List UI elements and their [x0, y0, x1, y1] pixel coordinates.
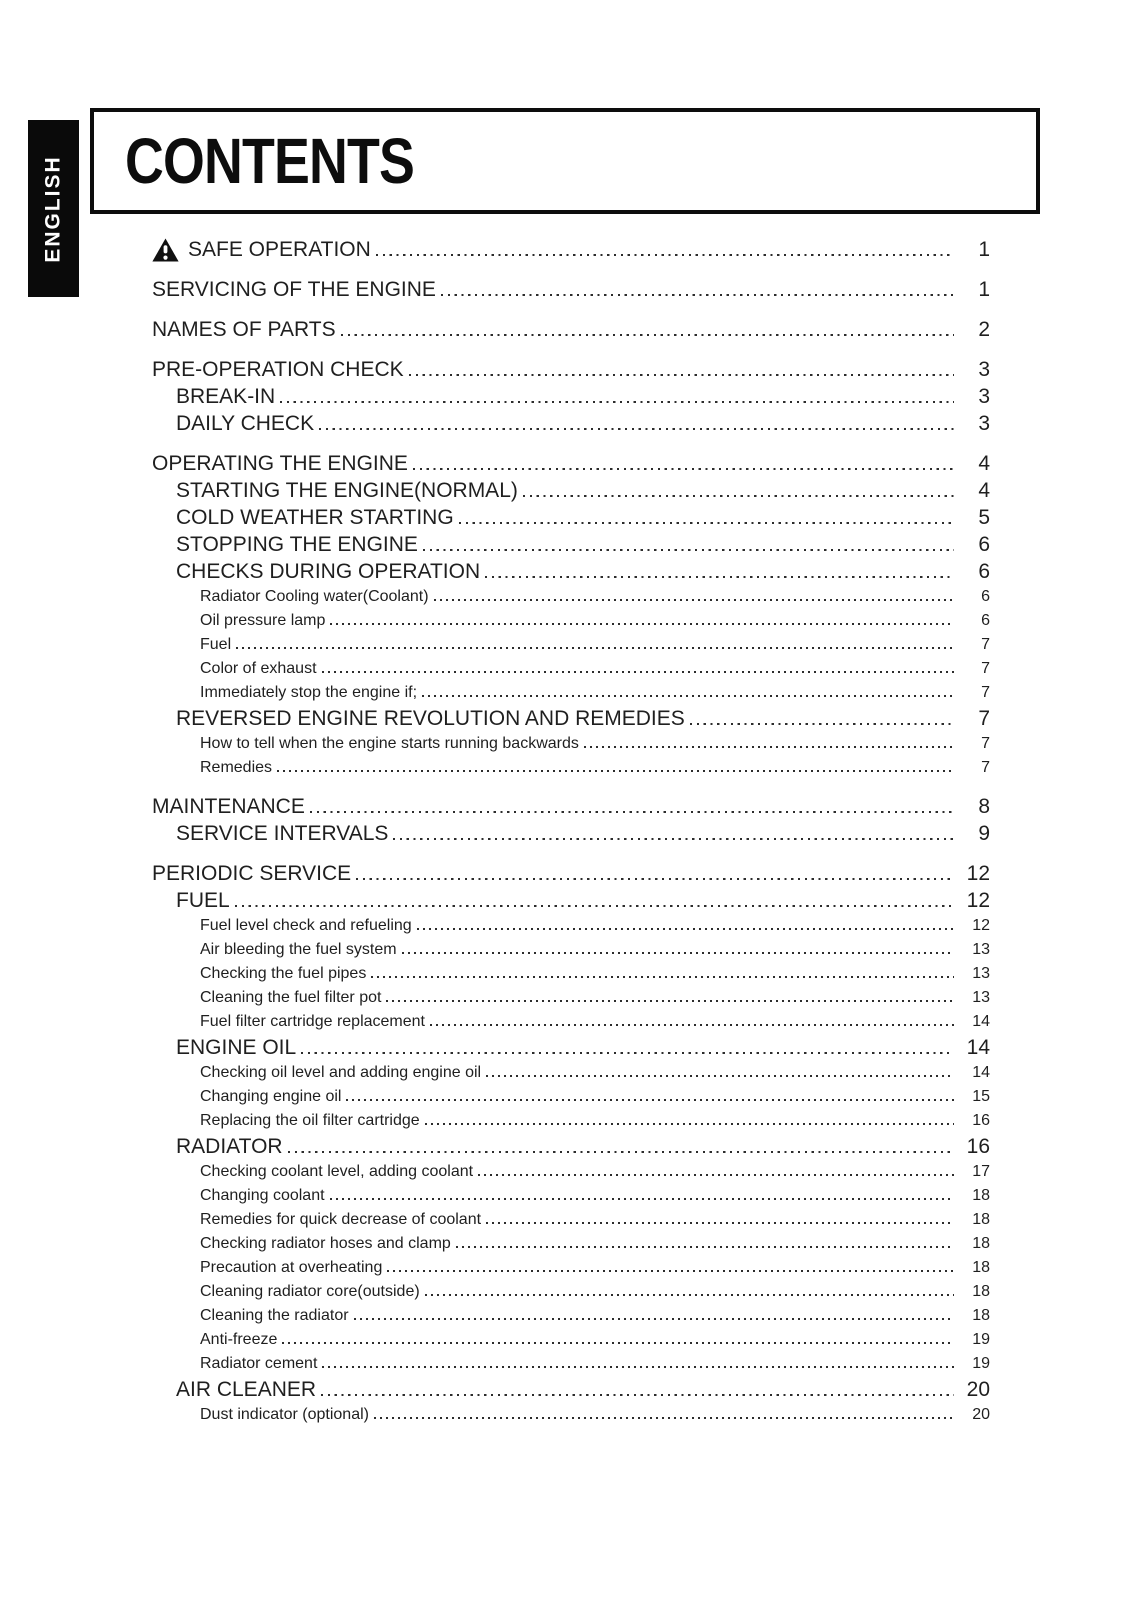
dot-leader	[485, 576, 954, 578]
dot-leader	[478, 1174, 954, 1176]
dot-leader	[402, 952, 954, 954]
toc-entry-label: COLD WEATHER STARTING	[176, 506, 454, 529]
toc-entry-page: 18	[972, 1235, 990, 1252]
toc-entry	[152, 820, 990, 847]
toc-entry-page: 17	[972, 1163, 990, 1180]
dot-leader	[310, 811, 954, 813]
toc-entry	[152, 236, 990, 263]
toc-entry	[152, 477, 990, 504]
toc-entry-label: Radiator Cooling water(Coolant)	[200, 588, 429, 605]
toc-entry-label: Remedies	[200, 759, 273, 776]
toc-entry-page: 15	[972, 1088, 990, 1105]
toc-entry	[152, 1184, 990, 1208]
toc-entry-page: 14	[972, 1013, 990, 1030]
toc-entry-page: 19	[972, 1331, 990, 1348]
toc-entry-label: Dust indicator (optional)	[200, 1406, 369, 1423]
toc-entry	[152, 383, 990, 410]
toc-entry-label: Cleaning the radiator	[200, 1307, 349, 1324]
toc-entry-page: 6	[981, 612, 990, 629]
toc-entry-label: SERVICE INTERVALS	[176, 822, 389, 845]
toc-entry-label: Immediately stop the engine if;	[200, 684, 418, 701]
toc-entry-page: 18	[972, 1283, 990, 1300]
toc-entry	[152, 1328, 990, 1352]
dot-leader	[584, 746, 954, 748]
toc-entry-page: 18	[972, 1259, 990, 1276]
toc-entry	[152, 962, 990, 986]
toc-entry	[152, 1403, 990, 1427]
toc-entry-label: ENGINE OIL	[176, 1036, 297, 1059]
toc-entry-label: PERIODIC SERVICE	[152, 862, 352, 885]
toc-entry	[152, 1085, 990, 1109]
toc-entry-page: 2	[978, 318, 990, 341]
toc-entry-page: 7	[981, 660, 990, 677]
dot-leader	[280, 401, 954, 403]
toc-entry	[152, 633, 990, 657]
dot-leader	[434, 599, 954, 601]
toc-entry-label: STOPPING THE ENGINE	[176, 533, 418, 556]
dot-leader	[376, 254, 954, 256]
dot-leader	[235, 905, 954, 907]
toc-entry-label: NAMES OF PARTS	[152, 318, 336, 341]
toc-entry	[152, 914, 990, 938]
dot-leader	[371, 976, 954, 978]
toc-entry-label: Changing engine oil	[200, 1088, 342, 1105]
toc-entry	[152, 756, 990, 780]
toc-entry-page: 8	[978, 795, 990, 818]
toc-entry	[152, 1232, 990, 1256]
toc-entry	[152, 938, 990, 962]
warning-icon	[152, 238, 179, 262]
toc-entry-label: Checking coolant level, adding coolant	[200, 1163, 474, 1180]
toc-entry-label: Fuel filter cartridge replacement	[200, 1013, 425, 1030]
dot-leader	[301, 1052, 954, 1054]
toc-entry	[152, 1376, 990, 1403]
dot-leader	[236, 647, 954, 649]
dot-leader	[354, 1318, 954, 1320]
toc-entry-label: Air bleeding the fuel system	[200, 941, 397, 958]
dot-leader	[486, 1222, 954, 1224]
toc-entry	[152, 450, 990, 477]
toc-entry	[152, 504, 990, 531]
toc-entry-page: 7	[981, 759, 990, 776]
table-of-contents	[152, 236, 990, 1427]
dot-leader	[430, 1024, 954, 1026]
toc-entry-label: Cleaning the fuel filter pot	[200, 989, 382, 1006]
toc-entry-label: Anti-freeze	[200, 1331, 278, 1348]
toc-entry-page: 18	[972, 1187, 990, 1204]
dot-leader	[322, 671, 954, 673]
dot-leader	[413, 468, 954, 470]
toc-entry-label: REVERSED ENGINE REVOLUTION AND REMEDIES	[176, 707, 685, 730]
toc-entry-label: FUEL	[176, 889, 230, 912]
toc-entry-label: Replacing the oil filter cartridge	[200, 1112, 420, 1129]
dot-leader	[374, 1417, 954, 1419]
toc-entry	[152, 705, 990, 732]
toc-entry-label: Changing coolant	[200, 1187, 325, 1204]
toc-entry-label: Precaution at overheating	[200, 1259, 383, 1276]
toc-entry	[152, 1109, 990, 1133]
toc-entry-page: 1	[978, 278, 990, 301]
language-tab-label: ENGLISH	[41, 154, 65, 263]
toc-entry	[152, 793, 990, 820]
toc-entry	[152, 1280, 990, 1304]
dot-leader	[356, 878, 954, 880]
dot-leader	[277, 770, 954, 772]
toc-entry-page: 7	[981, 735, 990, 752]
toc-entry-label: Fuel level check and refueling	[200, 917, 412, 934]
toc-entry-label: Checking the fuel pipes	[200, 965, 367, 982]
dot-leader	[322, 1366, 954, 1368]
dot-leader	[441, 294, 954, 296]
toc-entry-label: CHECKS DURING OPERATION	[176, 560, 481, 583]
toc-entry-page: 14	[972, 1064, 990, 1081]
toc-entry-page: 13	[972, 989, 990, 1006]
dot-leader	[319, 428, 954, 430]
toc-entry	[152, 609, 990, 633]
dot-leader	[282, 1342, 954, 1344]
toc-entry-label: SAFE OPERATION	[188, 238, 371, 261]
toc-entry	[152, 1034, 990, 1061]
toc-entry	[152, 1010, 990, 1034]
toc-entry-label: AIR CLEANER	[176, 1378, 317, 1401]
toc-entry	[152, 1208, 990, 1232]
toc-entry	[152, 860, 990, 887]
toc-entry	[152, 887, 990, 914]
toc-entry-label: OPERATING THE ENGINE	[152, 452, 408, 475]
toc-entry-label: Fuel	[200, 636, 232, 653]
dot-leader	[387, 1270, 954, 1272]
toc-entry-page: 1	[978, 238, 990, 261]
dot-leader	[341, 334, 954, 336]
dot-leader	[523, 495, 954, 497]
dot-leader	[346, 1099, 954, 1101]
dot-leader	[386, 1000, 954, 1002]
toc-entry-page: 4	[978, 452, 990, 475]
toc-entry-page: 12	[966, 889, 990, 912]
toc-entry-label: Oil pressure lamp	[200, 612, 326, 629]
toc-entry-label: Remedies for quick decrease of coolant	[200, 1211, 482, 1228]
toc-entry	[152, 356, 990, 383]
toc-entry-page: 6	[981, 588, 990, 605]
toc-entry-page: 13	[972, 965, 990, 982]
page-title: CONTENTS	[125, 125, 414, 197]
toc-entry	[152, 1061, 990, 1085]
toc-entry	[152, 410, 990, 437]
toc-entry-label: BREAK-IN	[176, 385, 276, 408]
toc-entry-label: STARTING THE ENGINE(NORMAL)	[176, 479, 518, 502]
toc-entry	[152, 657, 990, 681]
toc-entry-page: 20	[972, 1406, 990, 1423]
toc-entry	[152, 1160, 990, 1184]
dot-leader	[423, 549, 954, 551]
toc-entry-label: MAINTENANCE	[152, 795, 305, 818]
toc-entry-page: 12	[972, 917, 990, 934]
toc-entry-label: Cleaning radiator core(outside)	[200, 1283, 420, 1300]
toc-entry-page: 13	[972, 941, 990, 958]
toc-entry-label: How to tell when the engine starts running backwards	[200, 735, 579, 752]
toc-entry-page: 3	[978, 412, 990, 435]
toc-entry-label: Checking oil level and adding engine oil	[200, 1064, 482, 1081]
toc-entry	[152, 276, 990, 303]
toc-entry-label: PRE-OPERATION CHECK	[152, 358, 404, 381]
dot-leader	[417, 928, 954, 930]
dot-leader	[422, 695, 954, 697]
toc-entry-label: Checking radiator hoses and clamp	[200, 1235, 451, 1252]
toc-entry	[152, 681, 990, 705]
toc-entry-page: 6	[978, 560, 990, 583]
toc-entry-label: DAILY CHECK	[176, 412, 315, 435]
toc-entry-page: 12	[966, 862, 990, 885]
toc-entry-page: 3	[978, 385, 990, 408]
toc-entry-page: 7	[981, 636, 990, 653]
toc-entry-page: 19	[972, 1355, 990, 1372]
toc-entry-page: 6	[978, 533, 990, 556]
toc-entry-page: 9	[978, 822, 990, 845]
contents-title-box	[90, 108, 1040, 214]
dot-leader	[456, 1246, 954, 1248]
toc-entry	[152, 558, 990, 585]
toc-entry-page: 7	[981, 684, 990, 701]
toc-entry-page: 5	[978, 506, 990, 529]
dot-leader	[330, 1198, 954, 1200]
toc-entry-label: RADIATOR	[176, 1135, 283, 1158]
toc-entry	[152, 585, 990, 609]
dot-leader	[321, 1394, 954, 1396]
toc-entry-page: 20	[966, 1378, 990, 1401]
dot-leader	[690, 723, 954, 725]
toc-entry	[152, 1304, 990, 1328]
dot-leader	[459, 522, 954, 524]
toc-entry	[152, 1352, 990, 1376]
toc-entry	[152, 1133, 990, 1160]
toc-entry	[152, 732, 990, 756]
toc-entry	[152, 531, 990, 558]
dot-leader	[330, 623, 954, 625]
toc-entry-page: 18	[972, 1307, 990, 1324]
dot-leader	[486, 1075, 954, 1077]
toc-entry-page: 18	[972, 1211, 990, 1228]
toc-entry	[152, 986, 990, 1010]
toc-entry-label: Radiator cement	[200, 1355, 318, 1372]
toc-entry-page: 14	[966, 1036, 990, 1059]
toc-entry-label: SERVICING OF THE ENGINE	[152, 278, 436, 301]
dot-leader	[288, 1151, 954, 1153]
toc-entry-page: 16	[966, 1135, 990, 1158]
dot-leader	[409, 374, 954, 376]
toc-entry-page: 4	[978, 479, 990, 502]
toc-entry-label: Color of exhaust	[200, 660, 317, 677]
dot-leader	[425, 1123, 954, 1125]
language-tab	[28, 120, 79, 297]
toc-entry-page: 3	[978, 358, 990, 381]
dot-leader	[425, 1294, 954, 1296]
toc-entry-page: 16	[972, 1112, 990, 1129]
toc-entry	[152, 316, 990, 343]
toc-entry	[152, 1256, 990, 1280]
toc-entry-page: 7	[978, 707, 990, 730]
dot-leader	[393, 838, 954, 840]
